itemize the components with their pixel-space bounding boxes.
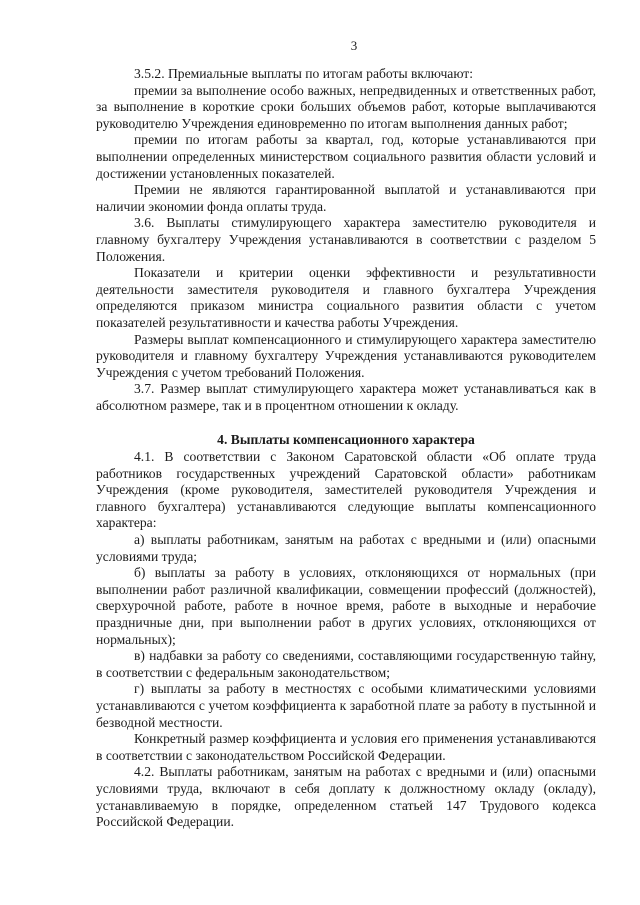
paragraph-3-6: 3.6. Выплаты стимулирующего характера заместителю руководителя и главному бухгалтеру Учреждения устанавливаются в соответствии с разделом 5 Положения. (96, 215, 596, 264)
paragraph-4-1: 4.1. В соответствии с Законом Саратовской области «Об оплате труда работников государственных учреждений Саратовской области» работникам Учреждения (кроме руководителя, заместителей руководителя Учреждения и главного бухгалтера) устанавливаются следующие выплаты компенсационного характера: (96, 449, 596, 531)
paragraph-bonus-not-guaranteed: Премии не являются гарантированной выплатой и устанавливаются при наличии экономии фонда оплаты труда. (96, 182, 596, 214)
paragraph-bonus-important-work: премии за выполнение особо важных, непредвиденных и ответственных работ, за выполнение в короткие сроки больших объемов работ, которые выплачиваются руководителю Учреждения единовременно по итогам выполнения данных работ; (96, 82, 596, 131)
paragraph-3-7: 3.7. Размер выплат стимулирующего характера может устанавливаться как в абсолютном размере, так и в процентном отношении к окладу. (96, 381, 596, 413)
page-number: 3 (350, 38, 358, 53)
list-item-a: а) выплаты работникам, занятым на работах с вредными и (или) опасными условиями труда; (96, 532, 596, 564)
paragraph-3-5-2: 3.5.2. Премиальные выплаты по итогам работы включают: (134, 66, 474, 81)
paragraph-bonus-quarter-year: премии по итогам работы за квартал, год, которые устанавливаются при выполнении определенных министерством социального развития области условий и достижении установленных показателей. (96, 132, 596, 181)
paragraph-coefficient: Конкретный размер коэффициента и условия его применения устанавливаются в соответствии с законодательством Российской Федерации. (96, 731, 596, 763)
paragraph-criteria: Показатели и критерии оценки эффективности и результативности деятельности заместителя руководителя и главного бухгалтера Учреждения определяются приказом министра социального развития области с учетом показателей результативности и качества работы Учреждения. (96, 265, 596, 330)
list-item-v: в) надбавки за работу со сведениями, составляющими государственную тайну, в соответствии с федеральным законодательством; (96, 648, 596, 680)
paragraph-4-2: 4.2. Выплаты работникам, занятым на работах с вредными и (или) опасными условиями труда, включают в себя доплату к должностному окладу (окладу), устанавливаемую в порядке, определенном статьей 147 Трудового кодекса Российской Федерации. (96, 764, 596, 830)
list-item-g: г) выплаты за работу в местностях с особыми климатическими условиями устанавливаются с учетом коэффициента к заработной плате за работу в пустынной и безводной местности. (96, 681, 596, 730)
list-item-b: б) выплаты за работу в условиях, отклоняющихся от нормальных (при выполнении работ различной квалификации, совмещении профессий (должностей), сверхурочной работе, работе в ночное время, работе в выходные и нерабочие праздничные дни, при выполнении работ в других условиях, отклоняющихся от нормальных); (96, 565, 596, 647)
section-4-heading: 4. Выплаты компенсационного характера (217, 432, 475, 448)
paragraph-payment-sizes: Размеры выплат компенсационного и стимулирующего характера заместителю руководителя и главному бухгалтеру Учреждения устанавливаются руководителем Учреждения с учетом требований Положения. (96, 331, 596, 380)
